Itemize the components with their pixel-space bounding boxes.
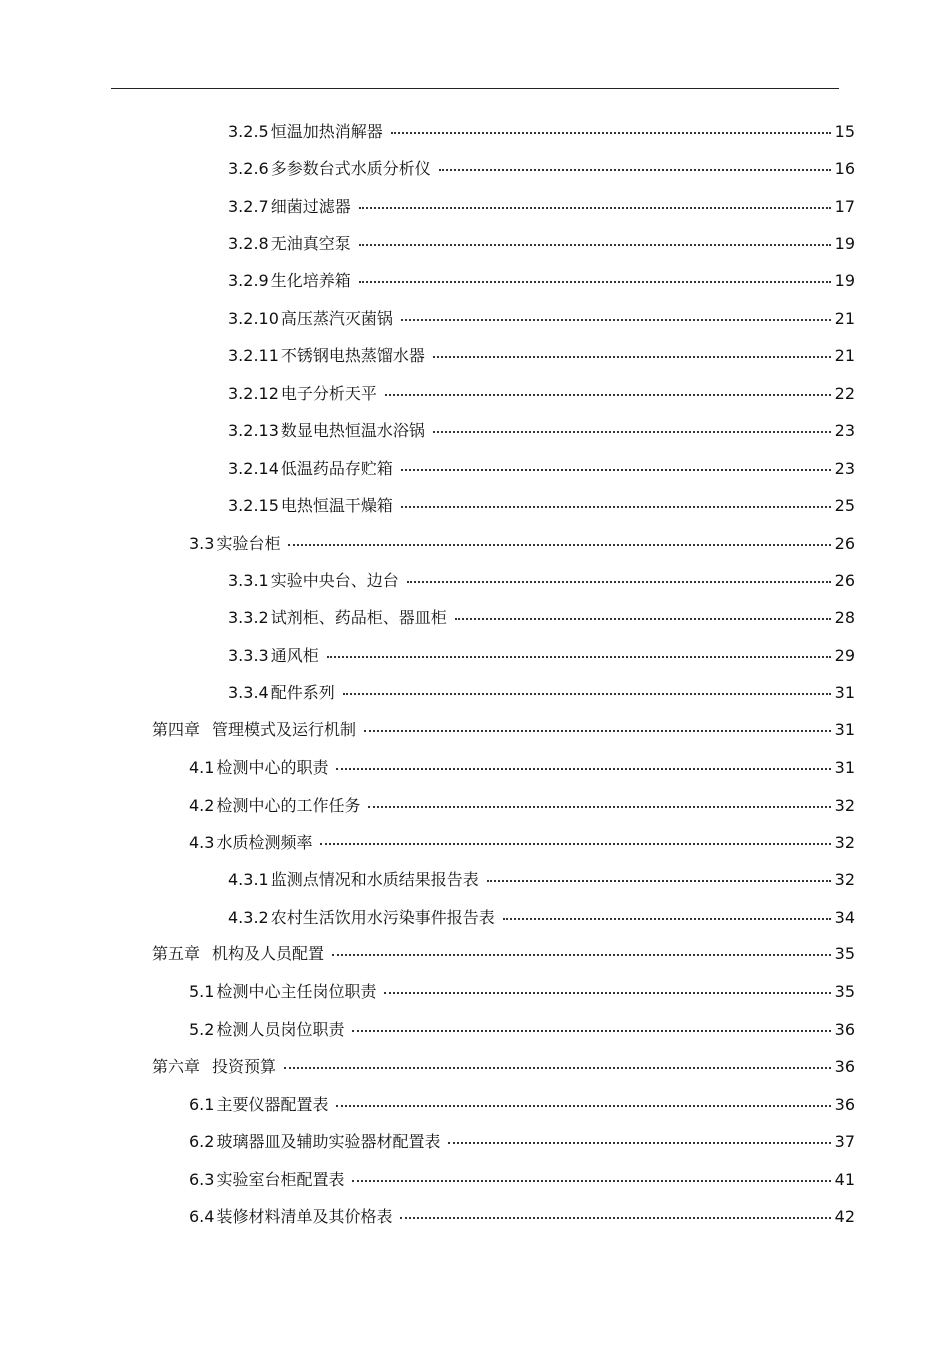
toc-entry[interactable]: [228, 234, 855, 254]
toc-dot-leader: [359, 207, 831, 209]
toc-dot-leader: [487, 880, 831, 882]
toc-entry-title: 投资预算: [212, 1057, 277, 1076]
toc-entry[interactable]: [189, 1170, 855, 1190]
toc-dot-leader: [359, 281, 831, 283]
toc-entry-title: 检测中心的职责: [216, 758, 329, 777]
toc-entry-number: 6.4: [189, 1207, 215, 1226]
toc-entry-number: 3.3: [189, 534, 215, 553]
toc-entry[interactable]: [228, 459, 855, 479]
toc-entry-page-number: 31: [834, 720, 855, 739]
toc-dot-leader: [336, 768, 830, 770]
toc-entry-title: 管理模式及运行机制: [212, 720, 357, 739]
toc-entry[interactable]: [228, 908, 855, 928]
toc-entry-title: 农村生活饮用水污染事件报告表: [270, 908, 495, 927]
toc-dot-leader: [336, 1105, 830, 1107]
toc-entry-number: 3.3.1: [228, 571, 269, 590]
toc-dot-leader: [359, 244, 831, 246]
toc-dot-leader: [343, 693, 831, 695]
toc-entry-title: 检测中心主任岗位职责: [216, 982, 377, 1001]
toc-entry-page-number: 31: [834, 758, 855, 777]
toc-entry-page-number: 19: [834, 271, 855, 290]
toc-dot-leader: [368, 806, 830, 808]
toc-entry-title: 数显电热恒温水浴锅: [280, 421, 425, 440]
toc-entry-title: 检测人员岗位职责: [216, 1020, 345, 1039]
toc-entry-number: 3.2.6: [228, 159, 269, 178]
toc-entry[interactable]: [228, 197, 855, 217]
toc-entry-number: 4.3: [189, 833, 215, 852]
toc-entry[interactable]: [152, 1057, 855, 1077]
toc-entry-number: 第五章: [152, 944, 201, 963]
toc-entry[interactable]: [189, 982, 855, 1002]
toc-entry-number: 3.2.5: [228, 122, 269, 141]
toc-entry[interactable]: [152, 944, 855, 964]
toc-entry-title: 无油真空泵: [270, 234, 351, 253]
toc-entry[interactable]: [189, 534, 855, 554]
toc-entry[interactable]: [228, 421, 855, 441]
toc-entry-page-number: 32: [834, 796, 855, 815]
toc-dot-leader: [385, 394, 831, 396]
toc-entry-page-number: 32: [834, 870, 855, 889]
toc-entry-title: 实验中央台、边台: [270, 571, 399, 590]
toc-entry-number: 3.2.8: [228, 234, 269, 253]
toc-entry-page-number: 35: [834, 944, 855, 963]
toc-entry-page-number: 15: [834, 122, 855, 141]
toc-entry[interactable]: [152, 720, 855, 740]
toc-dot-leader: [455, 618, 831, 620]
toc-entry-number: 5.1: [189, 982, 215, 1001]
toc-entry-page-number: 17: [834, 197, 855, 216]
toc-dot-leader: [384, 992, 830, 994]
toc-entry-number: 3.2.7: [228, 197, 269, 216]
toc-entry-title: 水质检测频率: [216, 833, 313, 852]
toc-dot-leader: [433, 431, 831, 433]
toc-entry-page-number: 19: [834, 234, 855, 253]
toc-entry[interactable]: [228, 496, 855, 516]
toc-dot-leader: [433, 356, 831, 358]
toc-entry-title: 多参数台式水质分析仪: [270, 159, 431, 178]
toc-entry[interactable]: [228, 384, 855, 404]
toc-entry-page-number: 16: [834, 159, 855, 178]
toc-entry-number: 4.3.2: [228, 908, 269, 927]
toc-entry-number: 4.3.1: [228, 870, 269, 889]
toc-entry[interactable]: [189, 1207, 855, 1227]
toc-dot-leader: [352, 1030, 830, 1032]
toc-entry-title: 试剂柜、药品柜、器皿柜: [270, 608, 447, 627]
toc-entry-title: 玻璃器皿及辅助实验器材配置表: [216, 1132, 441, 1151]
toc-dot-leader: [332, 954, 831, 956]
toc-entry-title: 实验台柜: [216, 534, 281, 553]
toc-entry-title: 电子分析天平: [280, 384, 377, 403]
toc-entry-title: 配件系列: [270, 683, 335, 702]
toc-entry-title: 主要仪器配置表: [216, 1095, 329, 1114]
toc-entry-number: 3.3.3: [228, 646, 269, 665]
toc-entry-title: 装修材料清单及其价格表: [216, 1207, 393, 1226]
toc-entry-title: 低温药品存贮箱: [280, 459, 393, 478]
toc-entry-title: 恒温加热消解器: [270, 122, 383, 141]
toc-dot-leader: [401, 319, 831, 321]
toc-entry-number: 3.2.15: [228, 496, 279, 515]
toc-entry-page-number: 32: [834, 833, 855, 852]
toc-dot-leader: [284, 1067, 831, 1069]
toc-entry-number: 4.2: [189, 796, 215, 815]
toc-entry-number: 6.3: [189, 1170, 215, 1189]
toc-entry-title: 通风柜: [270, 646, 319, 665]
toc-entry-title: 细菌过滤器: [270, 197, 351, 216]
toc-entry[interactable]: [228, 646, 855, 666]
toc-dot-leader: [401, 469, 831, 471]
toc-dot-leader: [439, 169, 831, 171]
toc-entry[interactable]: [228, 122, 855, 142]
toc-dot-leader: [391, 132, 831, 134]
toc-dot-leader: [407, 581, 831, 583]
toc-entry-page-number: 22: [834, 384, 855, 403]
toc-entry-number: 3.2.13: [228, 421, 279, 440]
toc-entry-page-number: 37: [834, 1132, 855, 1151]
toc-entry-number: 3.2.10: [228, 309, 279, 328]
toc-entry-page-number: 29: [834, 646, 855, 665]
toc-entry[interactable]: [228, 683, 855, 703]
toc-entry-title: 不锈钢电热蒸馏水器: [280, 346, 425, 365]
toc-entry-page-number: 36: [834, 1095, 855, 1114]
toc-entry[interactable]: [228, 271, 855, 291]
toc-entry-number: 3.2.11: [228, 346, 279, 365]
toc-entry[interactable]: [189, 833, 855, 853]
toc-entry-number: 3.3.4: [228, 683, 269, 702]
toc-entry-title: 高压蒸汽灭菌锅: [280, 309, 393, 328]
toc-entry-page-number: 35: [834, 982, 855, 1001]
toc-entry[interactable]: [189, 1132, 855, 1152]
toc-entry-title: 监测点情况和水质结果报告表: [270, 870, 479, 889]
toc-entry[interactable]: [189, 758, 855, 778]
toc-entry[interactable]: [189, 1020, 855, 1040]
toc-dot-leader: [448, 1142, 830, 1144]
toc-entry[interactable]: [189, 1095, 855, 1115]
toc-dot-leader: [352, 1180, 830, 1182]
toc-entry-number: 第四章: [152, 720, 201, 739]
toc-dot-leader: [401, 506, 831, 508]
toc-dot-leader: [327, 656, 831, 658]
toc-entry-number: 3.2.9: [228, 271, 269, 290]
toc-entry-page-number: 21: [834, 309, 855, 328]
toc-entry-page-number: 41: [834, 1170, 855, 1189]
toc-entry-page-number: 23: [834, 459, 855, 478]
toc-entry-title: 检测中心的工作任务: [216, 796, 361, 815]
toc-entry[interactable]: [228, 608, 855, 628]
toc-entry-page-number: 36: [834, 1057, 855, 1076]
toc-entry[interactable]: [228, 870, 855, 890]
toc-entry-page-number: 42: [834, 1207, 855, 1226]
toc-entry-title: 实验室台柜配置表: [216, 1170, 345, 1189]
toc-entry-title: 电热恒温干燥箱: [280, 496, 393, 515]
toc-entry-title: 机构及人员配置: [212, 944, 325, 963]
toc-entry-number: 3.2.14: [228, 459, 279, 478]
toc-dot-leader: [320, 843, 830, 845]
toc-entry-page-number: 21: [834, 346, 855, 365]
toc-dot-leader: [503, 918, 831, 920]
toc-entry-page-number: 26: [834, 571, 855, 590]
toc-entry-number: 3.3.2: [228, 608, 269, 627]
toc-entry-number: 6.1: [189, 1095, 215, 1114]
toc-dot-leader: [364, 730, 831, 732]
toc-entry-number: 4.1: [189, 758, 215, 777]
toc-dot-leader: [400, 1217, 830, 1219]
toc-entry-page-number: 36: [834, 1020, 855, 1039]
toc-entry-page-number: 26: [834, 534, 855, 553]
toc-entry-page-number: 28: [834, 608, 855, 627]
toc-entry-number: 5.2: [189, 1020, 215, 1039]
toc-entry-page-number: 25: [834, 496, 855, 515]
toc-dot-leader: [288, 544, 830, 546]
toc-entry-title: 生化培养箱: [270, 271, 351, 290]
toc-entry[interactable]: [228, 309, 855, 329]
toc-entry[interactable]: [228, 159, 855, 179]
toc-entry[interactable]: [228, 346, 855, 366]
toc-entry-page-number: 31: [834, 683, 855, 702]
toc-entry[interactable]: [228, 571, 855, 591]
toc-entry-page-number: 23: [834, 421, 855, 440]
toc-entry-number: 6.2: [189, 1132, 215, 1151]
toc-entry-number: 3.2.12: [228, 384, 279, 403]
toc-entry[interactable]: [189, 796, 855, 816]
toc-entry-number: 第六章: [152, 1057, 201, 1076]
toc-entry-page-number: 34: [834, 908, 855, 927]
